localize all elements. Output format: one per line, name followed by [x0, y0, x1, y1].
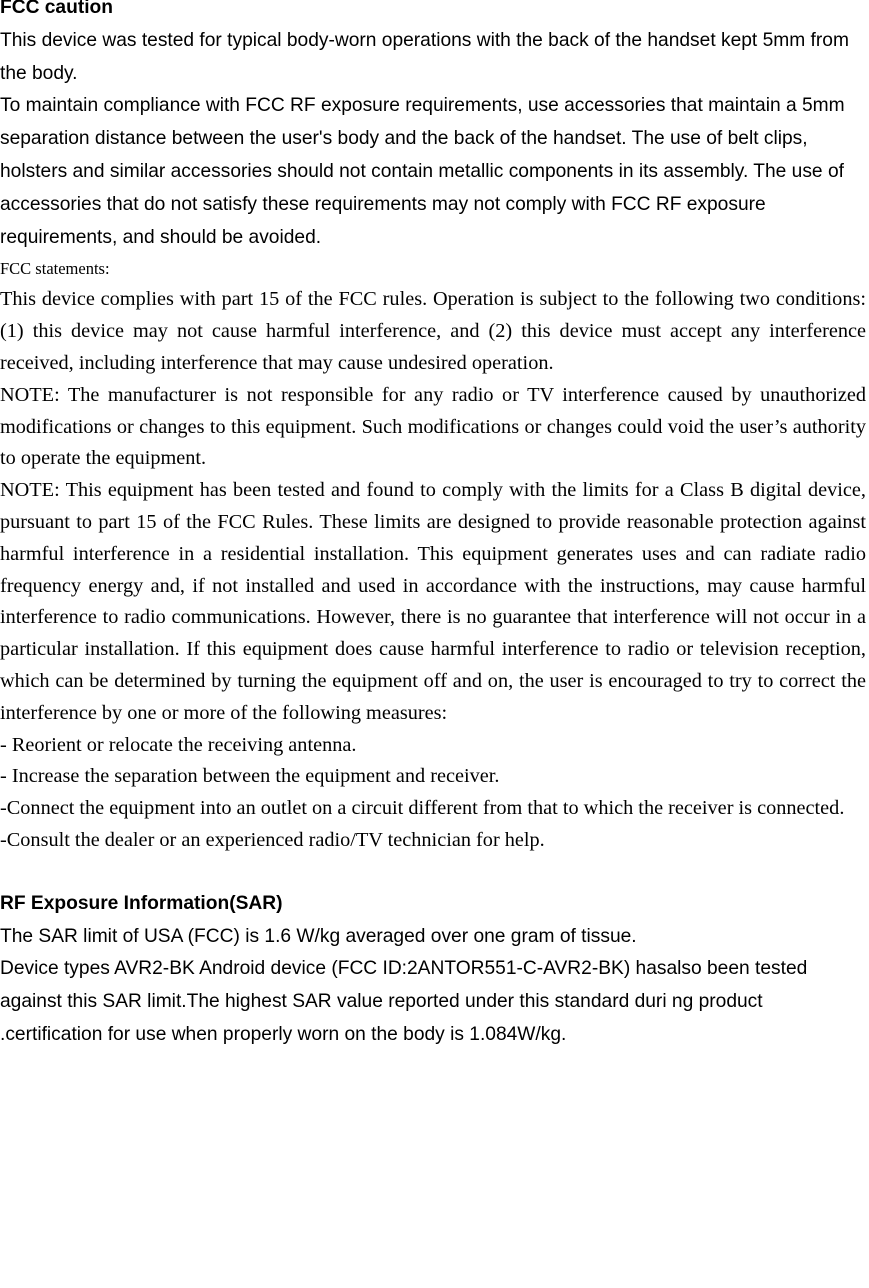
- measure-item: - Increase the separation between the equipment and receiver.: [0, 765, 500, 788]
- fcc-caution-paragraph-1: This device was tested for typical body-worn operations with the back of the handset kept 5mm from the body.: [0, 29, 849, 84]
- measure-item: -Consult the dealer or an experienced radio/TV technician for help.: [0, 828, 545, 851]
- rf-exposure-paragraph-1: The SAR limit of USA (FCC) is 1.6 W/kg averaged over one gram of tissue.: [0, 925, 637, 947]
- measure-item: - Reorient or relocate the receiving antenna.: [0, 733, 357, 756]
- fcc-caution-paragraph-2: To maintain compliance with FCC RF exposure requirements, use accessories that maintain a 5mm separation distance between the user's body and the back of the handset. The use of belt clips, holsters and similar accessories should not contain metallic components in its assembly. The use of accessories that do not satisfy these requirements may not comply with FCC RF exposure requirements, and should be avoided.: [0, 95, 845, 248]
- rf-exposure-heading: RF Exposure Information(SAR): [0, 892, 283, 914]
- fcc-statement-paragraph-2: NOTE: The manufacturer is not responsible for any radio or TV interference caused by unauthorized modifications or changes to this equipment. Such modifications or changes could void the user’s authority to operate the equipment.: [0, 383, 866, 470]
- measure-item: -Connect the equipment into an outlet on a circuit different from that to which the receiver is connected.: [0, 797, 845, 820]
- section-spacer: [0, 857, 866, 888]
- fcc-caution-heading: FCC caution: [0, 0, 113, 18]
- fcc-statement-paragraph-3: NOTE: This equipment has been tested and found to comply with the limits for a Class B digital device, pursuant to part 15 of the FCC Rules. These limits are designed to provide reasonable protection against harmful interference in a residential installation. This equipment generates uses and can radiate radio frequency energy and, if not installed and used in accordance with the instructions, may cause harmful interference to radio communications. However, there is no guarantee that interference will not occur in a particular installation. If this equipment does cause harmful interference to radio or television reception, which can be determined by turning the equipment off and on, the user is encouraged to try to correct the interference by one or more of the following measures:: [0, 479, 866, 724]
- fcc-statement-paragraph-1: This device complies with part 15 of the FCC rules. Operation is subject to the following two conditions: (1) this device may not cause harmful interference, and (2) this device must accept any interference received, including interference that may cause undesired operation.: [0, 288, 866, 374]
- fcc-statements-heading: FCC statements:: [0, 259, 110, 279]
- rf-exposure-paragraph-2: Device types AVR2-BK Android device (FCC ID:2ANTOR551-C-AVR2-BK) hasalso been tested against this SAR limit.The highest SAR value reported under this standard duri ng product .certification for use when properly worn on the body is 1.084W/kg.: [0, 958, 808, 1045]
